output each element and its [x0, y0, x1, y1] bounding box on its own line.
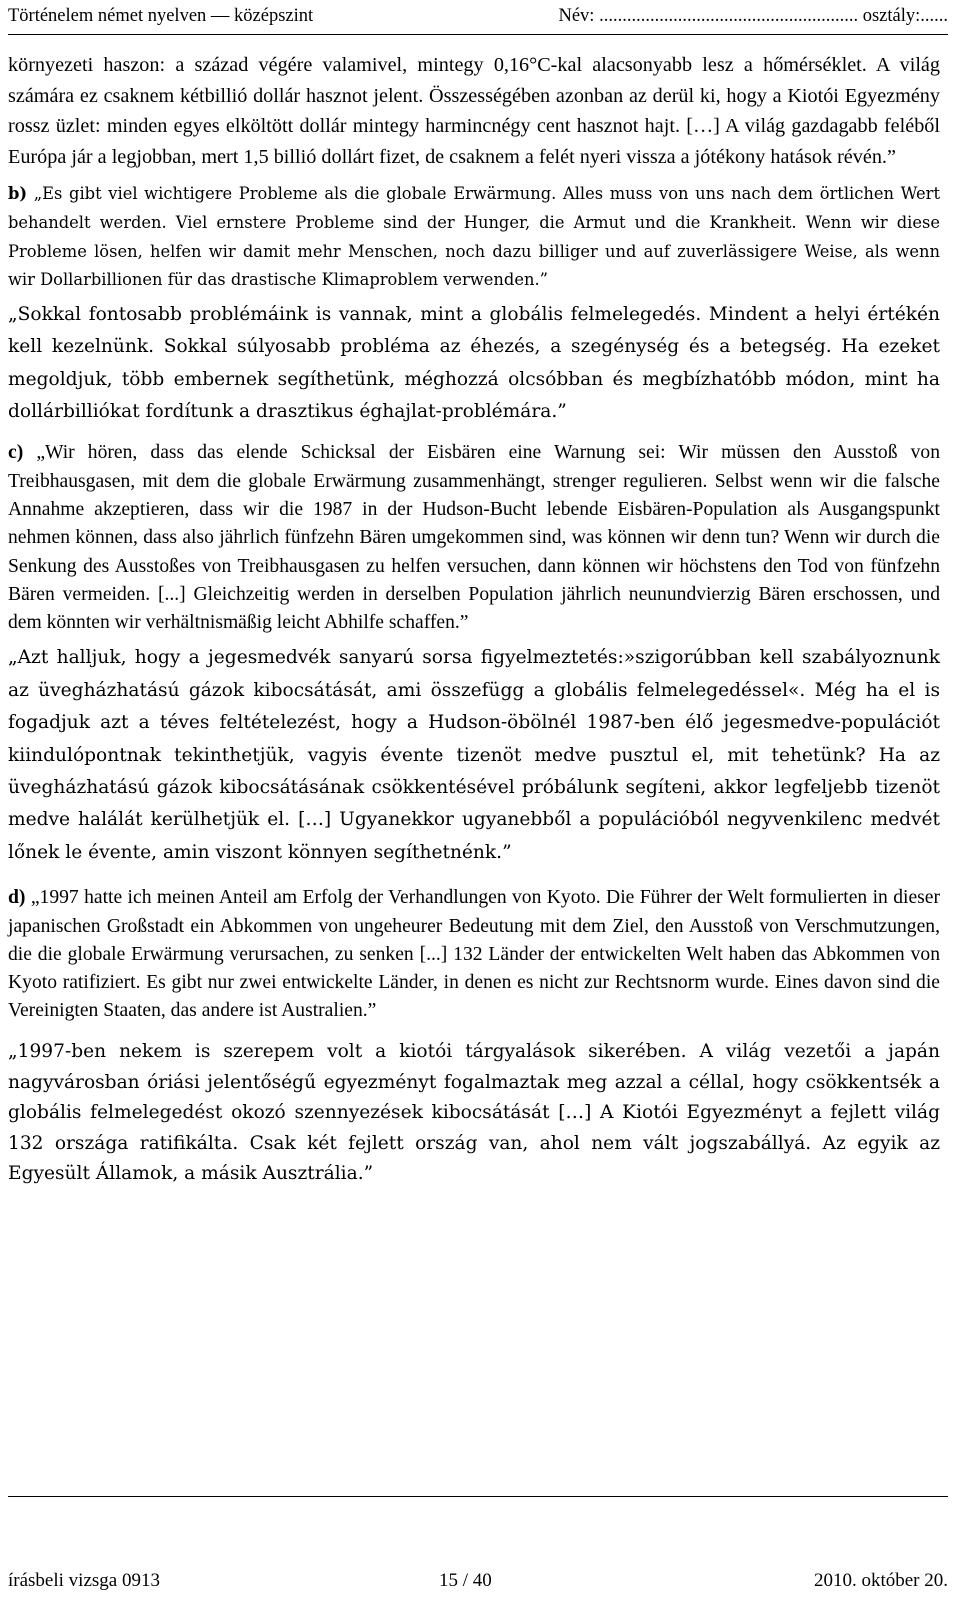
footer-date: 2010. október 20.	[813, 1570, 948, 1591]
source-d-hungarian: „1997-ben nekem is szerepem volt a kiotói tárgyalások sikerében. A világ vezetői a japán nagyvárosban óriási jelentőségű egyezményt fogalmaztak meg azzal a céllal, hogy csökkentsék a globális felmelegedést okozó szennyezések kibocsátását […] A Kiotói Egyezményt a fejlett világ 132 országa ratifikálta. Csak két fejlett ország van, ahol nem vált jogszabállyá. Az egyik az Egyesült Államok, a másik Ausztrália.”	[8, 1041, 940, 1185]
page-header	[8, 4, 948, 34]
source-b-label: b)	[8, 184, 28, 204]
source-c-german	[8, 439, 940, 637]
footer-exam-code: írásbeli vizsga 0913	[8, 1570, 160, 1591]
source-b-hungarian: „Sokkal fontosabb problémáink is vannak, mint a globális felmelegedés. Mindent a helyi értékén kell kezelnünk. Sokkal súlyosabb probléma az éhezés, a szegénység és a betegség. Ha ezeket megoldjuk, több embernek segíthetünk, méghozzá olcsóbban és megbízhatóbb módon, mint ha dollárbilliókat fordítunk a drasztikus éghajlat-problémára.”	[8, 303, 940, 422]
source-d-german-text: „1997 hatte ich meinen Anteil am Erfolg der Verhandlungen von Kyoto. Die Führer der Welt formulierten in dieser japanischen Großstadt ein Abkommen von ungeheurer Bedeutung mit dem Ziel, den Ausstoß von Verschmutzungen, die die globale Erwärmung verursachen, zu senken [...] 132 Länder der entwickelten Welt haben das Abkommen von Kyoto ratifiziert. Es gibt nur zwei entwickelte Länder, in denen es nicht zur Rechtsnorm wurde. Eines davon sind die Vereinigten Staaten, das andere ist Australien.”	[8, 887, 940, 1022]
source-c-german-text: „Wir hören, dass das elende Schicksal der Eisbären eine Warnung sei: Wir müssen den Ausstoß von Treibhausgasen, mit dem die globale Erwärmung zusammenhängt, strenger regulieren. Selbst wenn wir die falsche Annahme akzeptieren, dass wir die 1987 in der Hudson-Bucht lebende Eisbären-Population als Ausgangspunkt nehmen können, dass also jährlich fünfzehn Bären umgekommen sind, was können wir denn tun? Wenn wir durch die Senkung des Ausstoßes von Treibhausgasen zu helfen versuchen, dann können wir höchstens den Tod von fünfzehn Bären vermeiden. [...] Gleichzeitig werden in derselben Population jährlich neunundvierzig Bären erschossen, und dem könnten wir verhältnismäßig leicht Abhilfe schaffen.”	[8, 442, 940, 634]
source-b-german	[8, 180, 940, 294]
page-footer	[8, 1496, 948, 1591]
header-name-class-field: Név: ........................................................ osztály:......	[558, 6, 948, 26]
source-d-german	[8, 884, 940, 1025]
footer-rule	[8, 1496, 948, 1497]
source-b-german-text: „Es gibt viel wichtigere Probleme als die globale Erwärmung. Alles muss von uns nach dem örtlichen Wert behandelt werden. Viel ernstere Probleme sind der Hunger, die Armut und die Krankheit. Wenn wir diese Probleme lösen, helfen wir damit mehr Menschen, noch dazu billiger und auf zuverlässigere Weise, als wenn wir Dollarbillionen für das drastische Klimaproblem verwenden.”	[8, 184, 940, 290]
source-d-label: d)	[8, 887, 26, 909]
header-subject: Történelem német nyelven — középszint	[8, 6, 314, 26]
source-text	[8, 50, 940, 1190]
footer-page-number: 15 / 40	[439, 1570, 492, 1591]
source-c-label: c)	[8, 442, 24, 464]
source-a-hungarian: környezeti haszon: a század végére valamivel, mintegy 0,16°C-kal alacsonyabb lesz a hőmérséklet. A világ számára ez csaknem kétbillió dollár hasznot jelent. Összességében azonban az derül ki, hogy a Kiotói Egyezmény rossz üzlet: minden egyes elköltött dollár mintegy harmincnégy cent hasznot hajt. […] A világ gazdagabb feléből Európa jár a legjobban, mert 1,5 billió dollárt fizet, de csaknem a felét nyeri vissza a jótékony hatások révén.”	[8, 54, 940, 168]
header-rule	[8, 34, 948, 35]
source-c-hungarian: „Azt halljuk, hogy a jegesmedvék sanyarú sorsa figyelmeztetés:»szigorúbban kell szabályoznunk az üvegházhatású gázok kibocsátását, ami összefügg a globális felmelegedéssel«. Még ha el is fogadjuk azt a téves feltételezést, hogy a Hudson-öbölnél 1987-ben élő jegesmedve-populációt kiindulópontnak tekinthetjük, vagyis évente tizenöt medve pusztul el, mit tehetünk? Ha az üvegházhatású gázok kibocsátásának csökkentésével próbálunk segíteni, akkor legfeljebb tizenöt medve halálát kerülhetjük el. […] Ugyanekkor ugyanebből a populációból negyvenkilenc medvét lőnek le évente, amin viszont könnyen segíthetnénk.”	[8, 647, 940, 863]
